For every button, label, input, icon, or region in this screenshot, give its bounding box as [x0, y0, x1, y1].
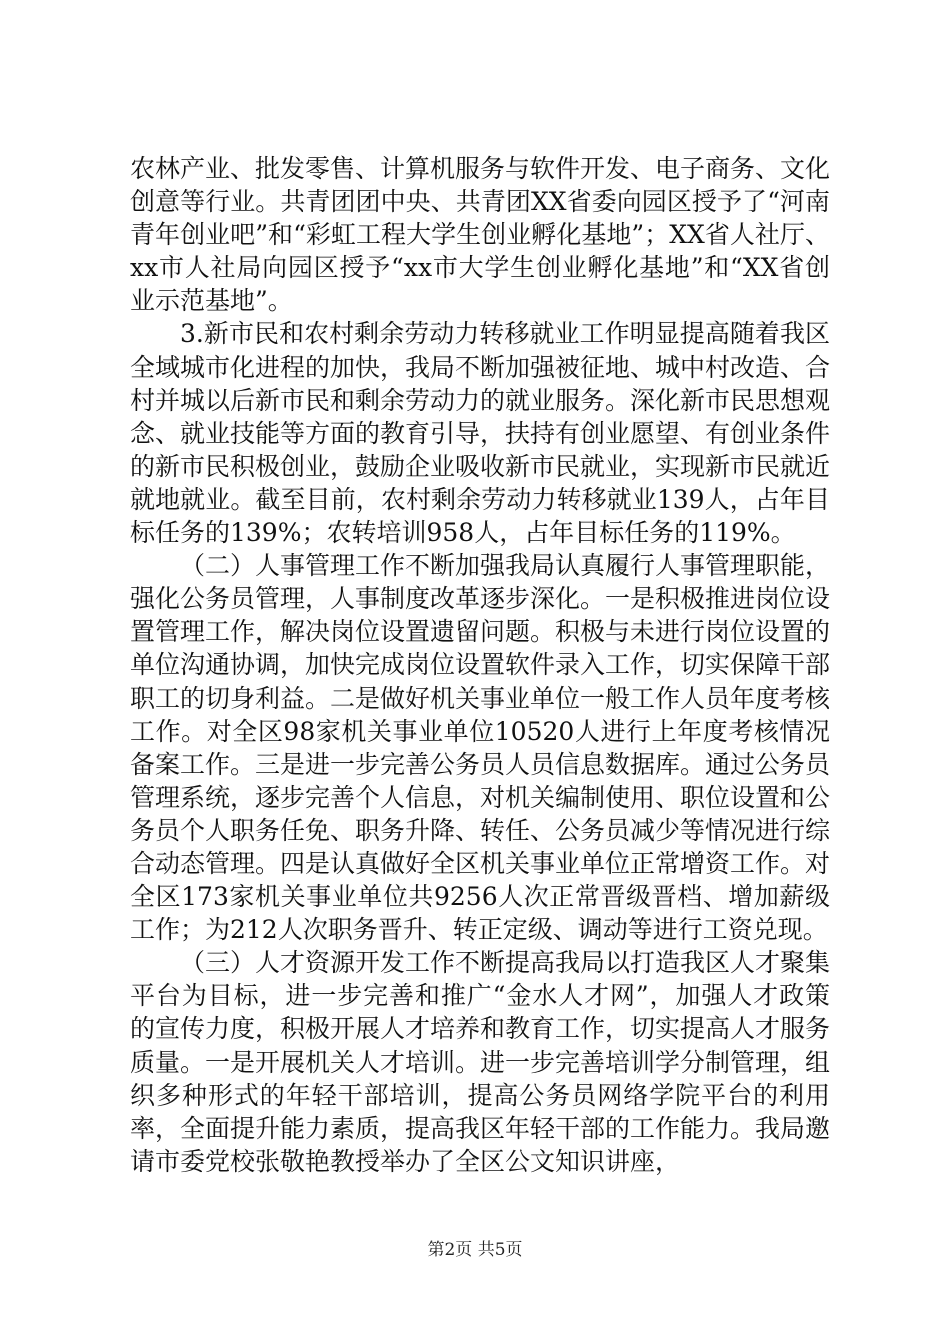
paragraph-personnel-management: （二）人事管理工作不断加强我局认真履行人事管理职能，强化公务员管理，人事制度改革逐步深化。一是积极推进岗位设置管理工作，解决岗位设置遗留问题。积极与未进行岗位设置的单位沟通协调，加快完成岗位设置软件录入工作，切实保障干部职工的切身利益。二是做好机关事业单位一般工作人员年度考核工作。对全区98家机关事业单位10520人进行上年度考核情况备案工作。三是进一步完善公务员人员信息数据库。通过公务员管理系统，逐步完善个人信息，对机关编制使用、职位设置和公务员个人职务任免、职务升降、转任、公务员减少等情况进行综合动态管理。四是认真做好全区机关事业单位正常增资工作。对全区173家机关事业单位共9256人次正常晋级晋档、增加薪级工作；为212人次职务晋升、转正定级、调动等进行工资兑现。 — [130, 551, 831, 945]
paragraph-talent-development: （三）人才资源开发工作不断提高我局以打造我区人才聚集平台为目标，进一步完善和推广“金水人才网”，加强人才政策的宣传力度，积极开展人才培养和教育工作，切实提高人才服务质量。一是开展机关人才培训。进一步完善培训学分制管理，组织多种形式的年轻干部培训，提高公务员网络学院平台的利用率，全面提升能力素质，提高我区年轻干部的工作能力。我局邀请市委党校张敬艳教授举办了全区公文知识讲座， — [130, 948, 831, 1176]
paragraph-employment-transfer: 3.新市民和农村剩余劳动力转移就业工作明显提高随着我区全域城市化进程的加快，我局不断加强被征地、城中村改造、合村并城以后新市民和剩余劳动力的就业服务。深化新市民思想观念、就业技能等方面的教育引导，扶持有创业愿望、有创业条件的新市民积极创业，鼓励企业吸收新市民就业，实现新市民就近就地就业。截至目前，农村剩余劳动力转移就业139人，占年目标任务的139%；农转培训958人，占年目标任务的119%。 — [130, 319, 831, 548]
page-footer: 第2页 共5页 — [427, 1240, 523, 1260]
paragraph-continuation: 农林产业、批发零售、计算机服务与软件开发、电子商务、文化创意等行业。共青团团中央、共青团XX省委向园区授予了“河南青年创业吧”和“彩虹工程大学生创业孵化基地”；XX省人社厅、xx市人社局向园区授予“xx市大学生创业孵化基地”和“XX省创业示范基地”。 — [130, 154, 831, 316]
document-body — [130, 152, 830, 1178]
